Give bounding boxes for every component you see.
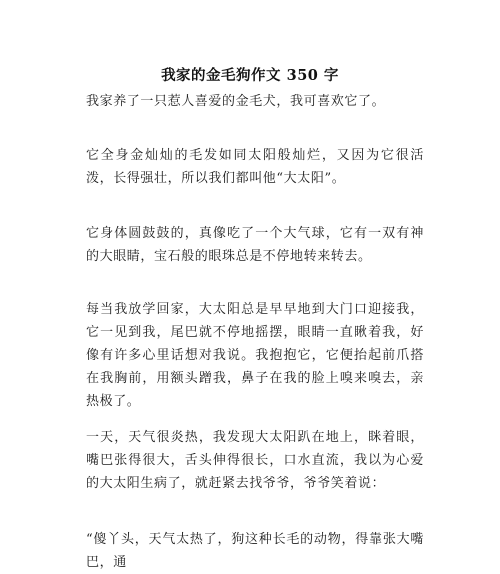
paragraph-5: 一天，天气很炎热，我发现大太阳趴在地上，眯着眼，嘴巴张得很大，舌头伸得很长，口水直流，我以为心爱的大太阳生病了，就赶紧去找爷爷，爷爷笑着说： <box>86 430 424 491</box>
document-title: 我家的金毛狗作文 350 字 <box>161 67 339 84</box>
paragraph-1: 我家养了一只惹人喜爱的金毛犬，我可喜欢它了。 <box>86 94 386 109</box>
paragraph-3: 它身体圆鼓鼓的，真像吃了一个大气球，它有一双有神的大眼睛，宝石般的眼珠总是不停地转来转去。 <box>86 226 424 264</box>
paragraph-2: 它全身金灿灿的毛发如同太阳般灿烂，又因为它很活泼，长得强壮，所以我们都叫他“大太阳”。 <box>86 148 424 186</box>
paragraph-6: “傻丫头，天气太热了，狗这种长毛的动物，得靠张大嘴巴，通 <box>86 532 424 570</box>
paragraph-4: 每当我放学回家，大太阳总是早早地到大门口迎接我，它一见到我，尾巴就不停地摇摆，眼睛一直瞅着我，好像有许多心里话想对我说。我抱抱它，它便抬起前爪搭在我胸前，用额头蹭我，鼻子在我的脸上嗅来嗅去，亲热极了。 <box>86 302 424 409</box>
